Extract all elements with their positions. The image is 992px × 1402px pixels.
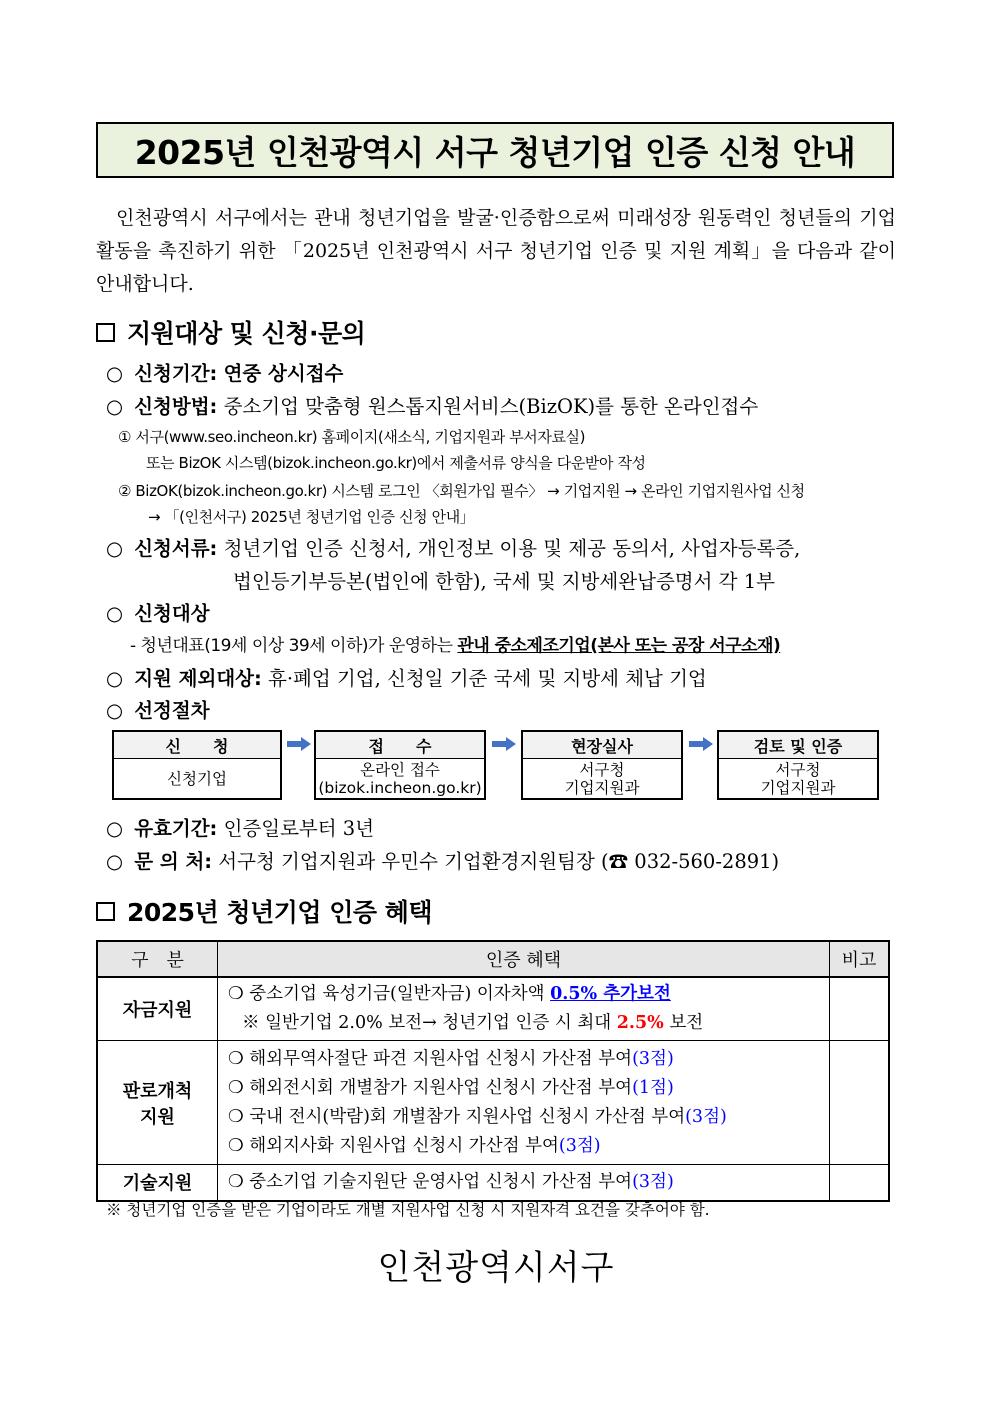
circle-bullet-icon: ○ xyxy=(106,817,124,840)
period-value: 연중 상시접수 xyxy=(223,362,344,385)
target-label: 신청대상 xyxy=(134,602,210,625)
flow-step-4-head: 검토 및 인증 xyxy=(719,732,877,759)
tech-points: (3점) xyxy=(632,1171,674,1192)
signature: 인천광역시서구 xyxy=(377,1248,615,1288)
funding-content xyxy=(218,977,830,1041)
docs-line-2 xyxy=(233,566,775,594)
flow-arrow-icon xyxy=(492,737,516,751)
docs-label: 신청서류: xyxy=(134,537,218,560)
circle-bullet-icon: ○ xyxy=(106,667,124,690)
market-content xyxy=(218,1041,830,1165)
valid-line xyxy=(106,813,374,841)
tech-text: ❍ 중소기업 기술지원단 운영사업 신청시 가산점 부여 xyxy=(228,1171,633,1192)
flow-step-2 xyxy=(314,730,486,800)
category-market xyxy=(97,1041,218,1165)
flow-step-2-head: 접 수 xyxy=(316,732,484,759)
method-value: 중소기업 맞춤형 원스톱지원서비스(BizOK)를 통한 온라인접수 xyxy=(223,395,759,418)
tech-content xyxy=(218,1165,830,1201)
flow-step-3 xyxy=(521,730,683,800)
funding-line-1 xyxy=(228,980,819,1009)
process-line xyxy=(106,695,210,723)
market-item-points: (1점) xyxy=(632,1077,674,1098)
funding-line2-suffix: 보전 xyxy=(663,1013,704,1033)
market-item-text: ❍ 해외지사화 지원사업 신청시 가산점 부여 xyxy=(228,1135,559,1156)
flow-step-4-body1: 서구청 xyxy=(775,761,821,779)
header-benefit: 인증 혜택 xyxy=(218,941,830,977)
funding-line-2 xyxy=(228,1009,819,1038)
flow-step-4-body2: 기업지원과 xyxy=(760,779,836,797)
circle-bullet-icon: ○ xyxy=(106,395,124,418)
table-row xyxy=(97,977,889,1041)
funding-rate: 2.5% xyxy=(616,1013,664,1033)
square-bullet-icon xyxy=(96,323,115,342)
table-header-row xyxy=(97,941,889,977)
section-heading-1 xyxy=(96,314,365,350)
section-heading-2 xyxy=(96,893,432,929)
circle-bullet-icon: ○ xyxy=(106,362,124,385)
flow-step-3-head: 현장실사 xyxy=(523,732,681,759)
method-sub2-b: → 「(인천서구) 2025년 청년기업 인증 신청 안내」 xyxy=(148,508,475,526)
funding-line1-text: ❍ 중소기업 육성기금(일반자금) 이자차액 xyxy=(228,984,551,1004)
contact-value: 서구청 기업지원과 우민수 기업환경지원팀장 (☎ 032-560-2891) xyxy=(218,850,780,873)
market-item-text: ❍ 해외무역사절단 파견 지원사업 신청시 가산점 부여 xyxy=(228,1048,633,1069)
flow-step-4-body xyxy=(719,759,877,799)
flow-step-4 xyxy=(717,730,879,800)
contact-label: 문 의 처: xyxy=(134,850,213,873)
docs-value-2: 법인등기부등본(법인에 한함), 국세 및 지방세완납증명서 각 1부 xyxy=(233,570,775,593)
method-label: 신청방법: xyxy=(134,395,218,418)
note-cell xyxy=(830,977,890,1041)
target-prefix: - 청년대표(19세 이상 39세 이하)가 운영하는 xyxy=(130,636,458,656)
flow-step-2-body xyxy=(316,759,484,799)
market-item xyxy=(228,1045,819,1074)
funding-line2-text: ※ 일반기업 2.0% 보전→ 청년기업 인증 시 최대 xyxy=(242,1013,617,1033)
flow-step-1-body xyxy=(114,759,280,799)
title-box xyxy=(96,122,894,178)
circle-bullet-icon: ○ xyxy=(106,537,124,560)
market-item-points: (3점) xyxy=(632,1048,674,1069)
table-row xyxy=(97,1165,889,1201)
target-underlined: 관내 중소제조기업(본사 또는 공장 서구소재) xyxy=(457,636,781,656)
flow-arrow-icon xyxy=(689,737,713,751)
market-item-text: ❍ 해외전시회 개별참가 지원사업 신청시 가산점 부여 xyxy=(228,1077,633,1098)
method-line xyxy=(106,391,758,419)
exclude-label: 지원 제외대상: xyxy=(134,667,262,690)
flow-step-1-head: 신 청 xyxy=(114,732,280,759)
flow-step-1-body1: 신청기업 xyxy=(167,770,227,788)
circle-bullet-icon: ○ xyxy=(106,602,124,625)
category-tech: 기술지원 xyxy=(97,1165,218,1201)
header-category: 구 분 xyxy=(97,941,218,977)
market-item xyxy=(228,1074,819,1103)
method-sub2-a: ② BizOK(bizok.incheon.go.kr) 시스템 로그인 〈회원가입 필수〉 → 기업지원 → 온라인 기업지원사업 신청 xyxy=(118,482,805,500)
method-sub1-b: 또는 BizOK 시스템(bizok.incheon.go.kr)에서 제출서류 양식을 다운받아 작성 xyxy=(146,454,646,472)
target-detail xyxy=(130,631,780,656)
flow-step-2-body2: (bizok.incheon.go.kr) xyxy=(318,779,482,797)
intro-paragraph xyxy=(96,202,896,301)
flow-step-3-body1: 서구청 xyxy=(579,761,625,779)
benefits-table xyxy=(96,940,890,1202)
intro-text: 인천광역시 서구에서는 관내 청년기업을 발굴·인증함으로써 미래성장 원동력인 청년들의 기업 활동을 촉진하기 위한 「2025년 인천광역시 서구 청년기업 인증 및 지원 계획」을 다음과 같이 안내합니다. xyxy=(96,207,896,295)
valid-value: 인증일로부터 3년 xyxy=(223,817,375,840)
process-label: 선정절차 xyxy=(134,699,210,722)
contact-line xyxy=(106,846,779,874)
funding-highlight: 0.5% 추가보전 xyxy=(550,984,671,1004)
section-title-2: 2025년 청년기업 인증 혜택 xyxy=(127,898,433,927)
flow-arrow-icon xyxy=(287,737,311,751)
market-item-text: ❍ 국내 전시(박람)회 개별참가 지원사업 신청시 가산점 부여 xyxy=(228,1106,686,1127)
circle-bullet-icon: ○ xyxy=(106,850,124,873)
header-note: 비고 xyxy=(830,941,890,977)
docs-value-1: 청년기업 인증 신청서, 개인정보 이용 및 제공 동의서, 사업자등록증, xyxy=(223,537,801,560)
flow-step-2-body1: 온라인 접수 xyxy=(360,761,440,779)
method-sub1-a: ① 서구(www.seo.incheon.kr) 홈페이지(새소식, 기업지원과 부서자료실) xyxy=(118,428,586,446)
flow-step-1 xyxy=(112,730,282,800)
market-item-points: (3점) xyxy=(558,1135,601,1156)
target-line xyxy=(106,598,210,626)
footnote: ※ 청년기업 인증을 받은 기업이라도 개별 지원사업 신청 시 지원자격 요건을 갖추어야 함. xyxy=(106,1201,710,1219)
market-item xyxy=(228,1132,819,1161)
square-bullet-icon xyxy=(96,902,115,921)
category-market-1: 판로개척 xyxy=(122,1080,193,1102)
period-line xyxy=(106,358,343,386)
circle-bullet-icon: ○ xyxy=(106,699,124,722)
exclude-line xyxy=(106,663,707,691)
period-label: 신청기간: xyxy=(134,362,218,385)
page-title: 2025년 인천광역시 서구 청년기업 인증 신청 안내 xyxy=(134,132,856,172)
exclude-value: 휴·폐업 기업, 신청일 기준 국세 및 지방세 체납 기업 xyxy=(268,667,707,690)
flow-step-3-body2: 기업지원과 xyxy=(564,779,640,797)
table-row xyxy=(97,1041,889,1165)
docs-line xyxy=(106,533,800,561)
valid-label: 유효기간: xyxy=(134,817,218,840)
market-item-points: (3점) xyxy=(685,1106,727,1127)
section-title-1: 지원대상 및 신청·문의 xyxy=(127,319,366,348)
note-cell xyxy=(830,1165,890,1201)
category-market-2: 지원 xyxy=(140,1106,175,1128)
category-funding: 자금지원 xyxy=(97,977,218,1041)
market-item xyxy=(228,1103,819,1132)
flow-step-3-body xyxy=(523,759,681,799)
note-cell xyxy=(830,1041,890,1165)
